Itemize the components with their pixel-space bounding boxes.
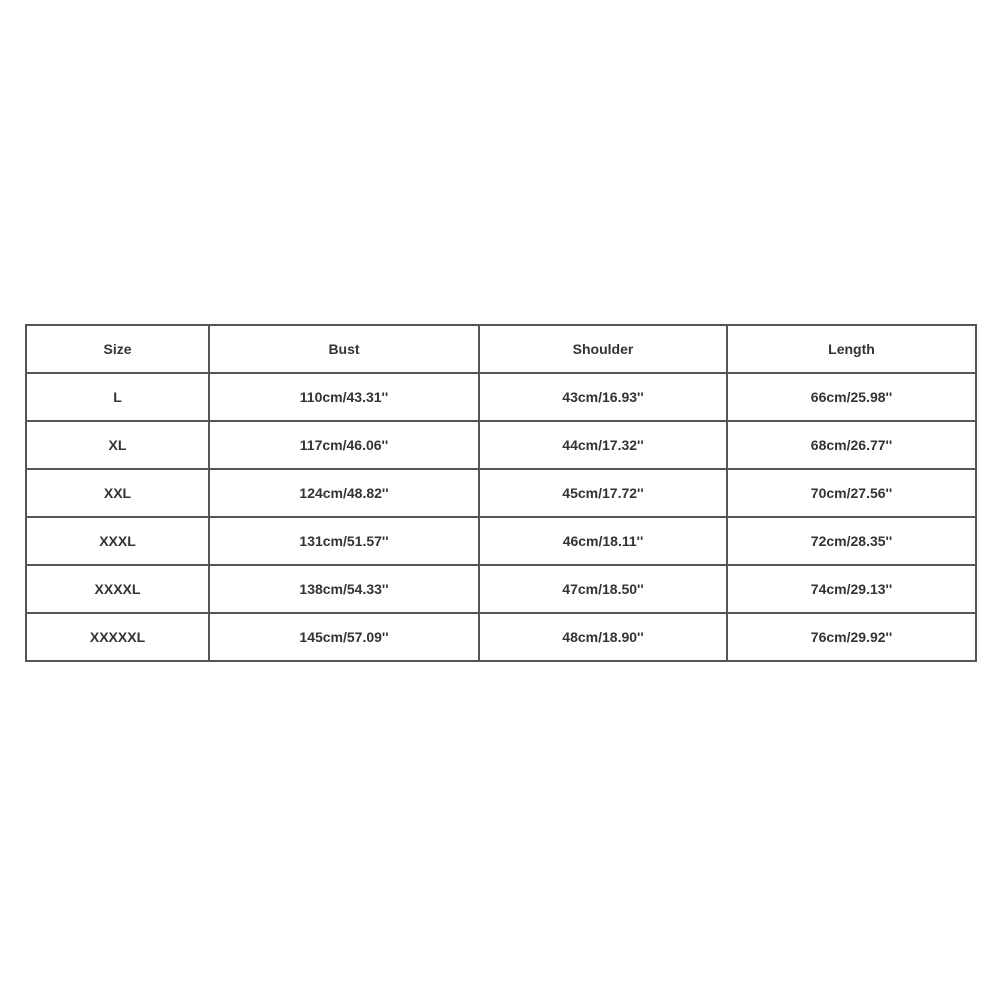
shoulder-cell: 44cm/17.32'' [479, 421, 727, 469]
header-shoulder: Shoulder [479, 325, 727, 373]
size-cell: XXL [26, 469, 209, 517]
bust-cell: 131cm/51.57'' [209, 517, 479, 565]
shoulder-cell: 45cm/17.72'' [479, 469, 727, 517]
bust-cell: 145cm/57.09'' [209, 613, 479, 661]
table-row [26, 517, 976, 565]
header-size: Size [26, 325, 209, 373]
size-chart-table [25, 324, 977, 662]
table-row [26, 613, 976, 661]
bust-cell: 110cm/43.31'' [209, 373, 479, 421]
size-cell: L [26, 373, 209, 421]
length-cell: 66cm/25.98'' [727, 373, 976, 421]
length-cell: 68cm/26.77'' [727, 421, 976, 469]
shoulder-cell: 43cm/16.93'' [479, 373, 727, 421]
shoulder-cell: 48cm/18.90'' [479, 613, 727, 661]
table-row [26, 469, 976, 517]
length-cell: 74cm/29.13'' [727, 565, 976, 613]
header-bust: Bust [209, 325, 479, 373]
table-row [26, 421, 976, 469]
length-cell: 72cm/28.35'' [727, 517, 976, 565]
header-row [26, 325, 976, 373]
bust-cell: 124cm/48.82'' [209, 469, 479, 517]
bust-cell: 138cm/54.33'' [209, 565, 479, 613]
size-cell: XXXL [26, 517, 209, 565]
size-cell: XL [26, 421, 209, 469]
size-cell: XXXXL [26, 565, 209, 613]
shoulder-cell: 46cm/18.11'' [479, 517, 727, 565]
table-row [26, 565, 976, 613]
bust-cell: 117cm/46.06'' [209, 421, 479, 469]
length-cell: 70cm/27.56'' [727, 469, 976, 517]
shoulder-cell: 47cm/18.50'' [479, 565, 727, 613]
length-cell: 76cm/29.92'' [727, 613, 976, 661]
size-cell: XXXXXL [26, 613, 209, 661]
table-row [26, 373, 976, 421]
header-length: Length [727, 325, 976, 373]
